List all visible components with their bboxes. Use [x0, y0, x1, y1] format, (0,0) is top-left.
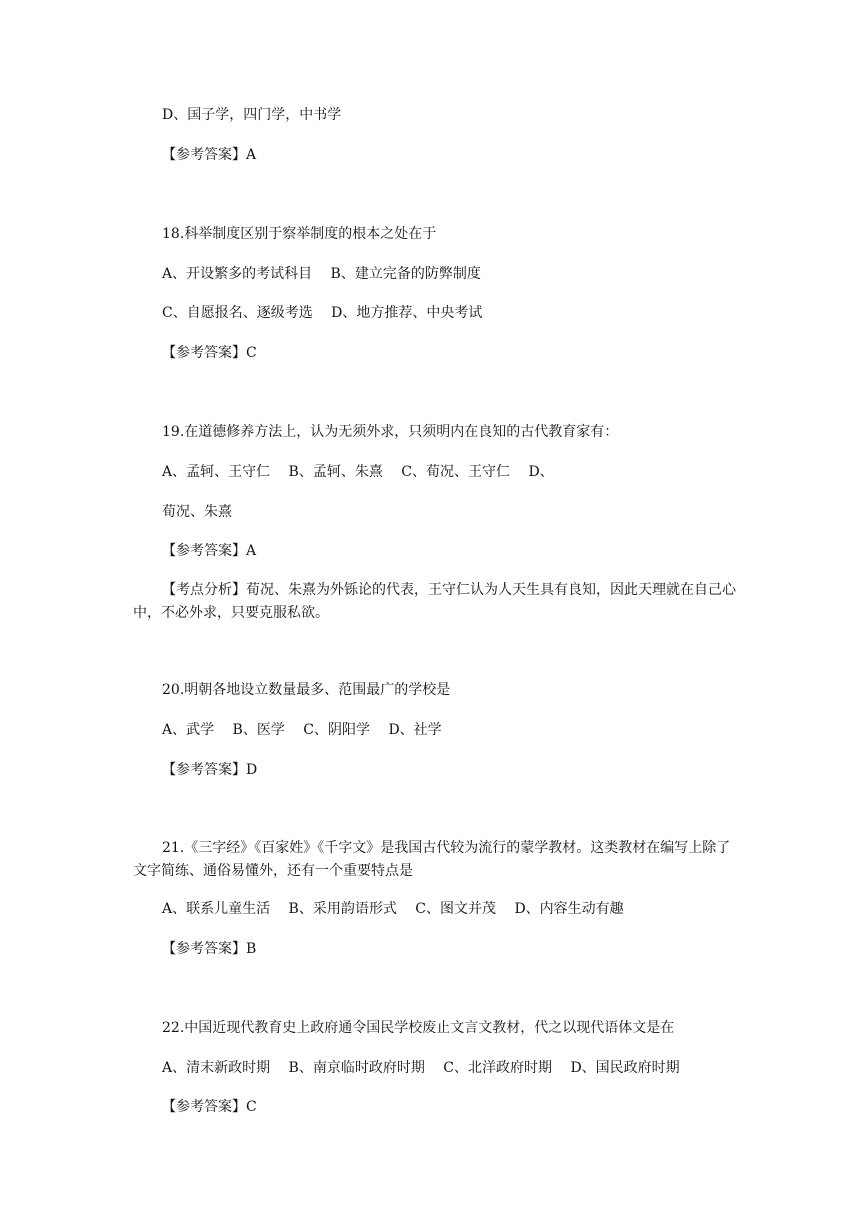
q18-stem: 18.科举制度区别于察举制度的根本之处在于 [162, 226, 437, 242]
q18-options-ab: A、开设繁多的考试科目 B、建立完备的防弊制度 [162, 266, 481, 282]
q19-options-line2: 荀况、朱熹 [162, 504, 232, 520]
q19-analysis: 【考点分析】荀况、朱熹为外铄论的代表，王守仁认为人天生具有良知，因此天理就在自己心中，不必外求，只要克服私欲。 [133, 582, 736, 621]
q20-stem: 20.明朝各地设立数量最多、范围最广的学校是 [162, 682, 451, 698]
q20-answer: 【参考答案】D [162, 762, 258, 778]
q17-option-d: D、国子学，四门学，中书学 [162, 107, 342, 123]
q21-answer: 【参考答案】B [162, 941, 257, 957]
q22-options: A、清末新政时期 B、南京临时政府时期 C、北洋政府时期 D、国民政府时期 [162, 1060, 680, 1076]
q19-options-line1: A、孟轲、王守仁 B、孟轲、朱熹 C、荀况、王守仁 D、 [162, 464, 554, 480]
q19-answer: 【参考答案】A [162, 543, 257, 559]
q18-answer: 【参考答案】C [162, 345, 257, 361]
q22-stem: 22.中国近现代教育史上政府通令国民学校废止文言文教材，代之以现代语体文是在 [162, 1020, 675, 1036]
q19-stem: 19.在道德修养方法上，认为无须外求，只须明内在良知的古代教育家有： [162, 424, 619, 440]
q22-answer: 【参考答案】C [162, 1099, 257, 1115]
q17-answer: 【参考答案】A [162, 147, 257, 163]
q18-options-cd: C、自愿报名、逐级考选 D、地方推荐、中央考试 [162, 305, 483, 321]
q21-options: A、联系儿童生活 B、采用韵语形式 C、图文并茂 D、内容生动有趣 [162, 901, 624, 917]
q20-options: A、武学 B、医学 C、阴阳学 D、社学 [162, 722, 442, 738]
q21-stem: 21.《三字经》《百家姓》《千字文》是我国古代较为流行的蒙学教材。这类教材在编写上除了文字简练、通俗易懂外，还有一个重要特点是 [133, 840, 731, 879]
